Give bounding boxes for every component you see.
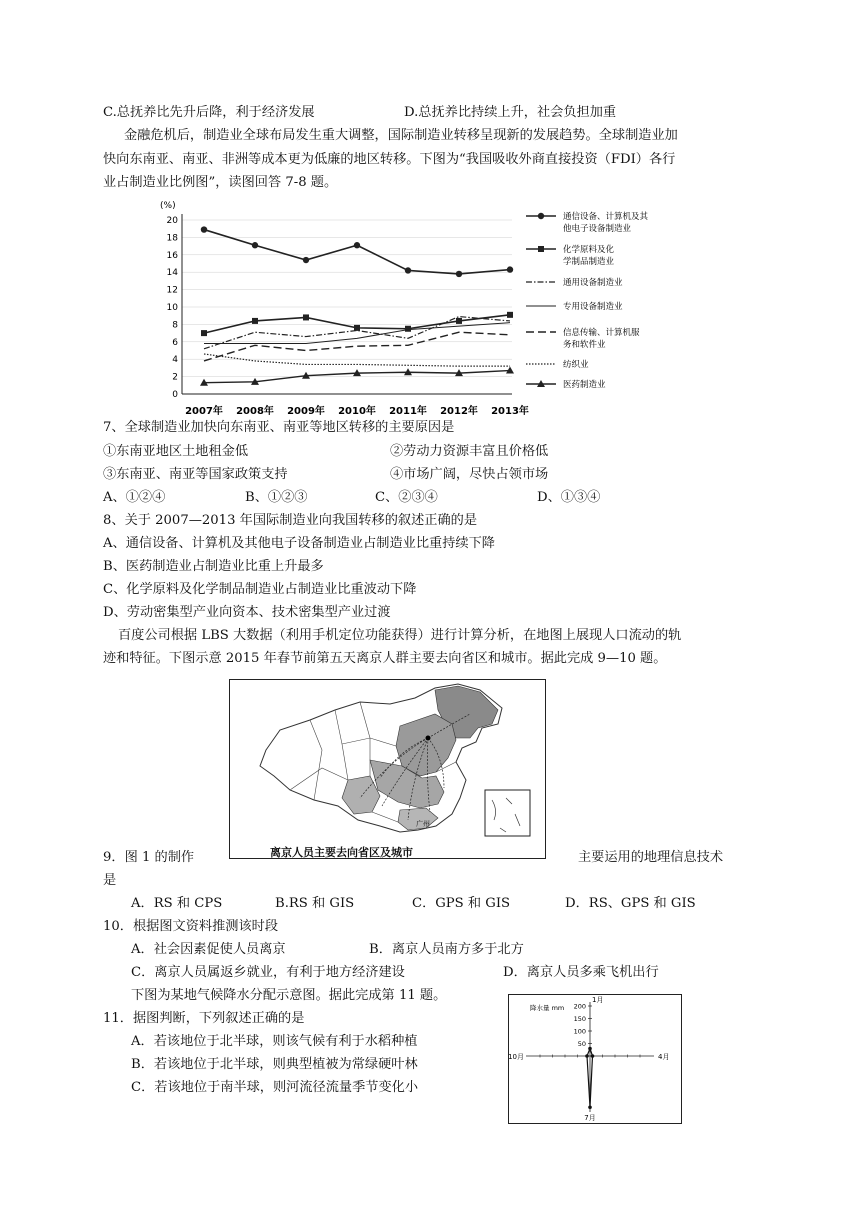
intro-fdi-line-1: 金融危机后，制造业全球布局发生重大调整，国际制造业转移呈现新的发展趋势。全球制造业加	[124, 128, 678, 143]
chart-point	[201, 226, 207, 232]
chart-xtick-label: 2007年	[185, 406, 223, 417]
chart-point	[303, 314, 309, 320]
chart-point	[303, 257, 309, 263]
chart-point	[405, 326, 411, 332]
chart-series-line	[204, 332, 510, 361]
intro-fdi-line-3: 业占制造业比例图”，读图回答 7-8 题。	[103, 175, 338, 190]
q9-stem-cont: 是	[103, 873, 117, 888]
legend-label: 专用设备制造业	[563, 302, 623, 312]
q7-statement-2: ②劳动力资源丰富且价格低	[390, 444, 549, 459]
chart-point	[201, 330, 207, 336]
q7-option-a: A、①②④	[103, 490, 166, 505]
chart-ytick-label: 18	[166, 233, 178, 244]
month-label-oct: 10月	[508, 1053, 524, 1061]
q11-option-c: C．若该地位于南半球，则河流径流量季节变化小	[131, 1080, 419, 1095]
q7-option-c: C、②③④	[375, 490, 438, 505]
prev-option-c: C.总抚养比先升后降，利于经济发展	[103, 105, 315, 120]
q9-stem-left: 9．图 1 的制作	[103, 850, 195, 865]
chart-xtick-label: 2009年	[287, 406, 325, 417]
legend-label: 通用设备制造业	[563, 278, 623, 288]
chart-ylabel: (%)	[160, 201, 176, 211]
precipitation-distribution-chart	[508, 994, 682, 1124]
map-caption: 离京人员主要去向省区及城市	[270, 846, 413, 859]
q8-option-c: C、化学原料及化学制品制造业占制造业比重波动下降	[103, 582, 417, 597]
legend-label: 务和软件业	[563, 340, 606, 350]
legend-label: 信息传输、计算机服	[563, 328, 640, 338]
q8-stem: 8、关于 2007—2013 年国际制造业向我国转移的叙述正确的是	[103, 513, 478, 528]
chart-ytick-label: 16	[166, 250, 178, 261]
q10-option-d: D．离京人员多乘飞机出行	[503, 965, 659, 980]
q7-stem: 7、全球制造业加快向东南亚、南亚等地区转移的主要原因是	[103, 420, 455, 435]
precip-tick-label: 200	[573, 1002, 586, 1011]
q8-option-b: B、医药制造业占制造业比重上升最多	[103, 559, 324, 574]
q11-option-b: B．若该地位于北半球，则典型植被为常绿硬叶林	[131, 1057, 418, 1072]
q11-option-a: A．若该地位于北半球，则该气候有利于水稻种植	[131, 1034, 418, 1049]
chart-ytick-label: 8	[172, 320, 178, 331]
chart-point	[538, 213, 544, 219]
precip-tick-label: 50	[577, 1040, 586, 1048]
precip-point	[588, 1105, 592, 1109]
city-label-guangzhou: 广州	[416, 820, 430, 828]
precip-frame	[509, 995, 682, 1124]
q9-option-d: D．RS、GPS 和 GIS	[565, 896, 696, 911]
chart-ytick-label: 6	[172, 337, 178, 348]
chart-ytick-label: 4	[172, 355, 178, 366]
legend-label: 化学原料及化	[563, 245, 615, 255]
map-graphic	[230, 680, 544, 857]
precip-label: 降水量 mm	[530, 1004, 565, 1012]
chart-xtick-label: 2010年	[338, 406, 376, 417]
south-china-sea-inset	[485, 790, 530, 836]
chart-point	[252, 318, 258, 324]
precip-point	[588, 1047, 592, 1051]
chart-point	[405, 267, 411, 273]
chart-xtick-label: 2008年	[236, 406, 274, 417]
chart-point	[354, 325, 360, 331]
chart-ytick-label: 20	[166, 216, 178, 226]
chart-ytick-label: 10	[166, 303, 178, 313]
chart-ytick-label: 14	[166, 268, 178, 279]
china-population-flow-map	[229, 679, 546, 859]
chart-point	[507, 312, 513, 318]
q11-stem: 11．据图判断，下列叙述正确的是	[103, 1011, 305, 1026]
legend-label: 通信设备、计算机及其	[563, 212, 649, 222]
q7-statement-3: ③东南亚、南亚等国家政策支持	[103, 467, 288, 482]
intro-lbs-line-2: 迹和特征。下图示意 2015 年春节前第五天离京人群主要去向省区和城市。据此完成 9—10 题。	[103, 651, 667, 666]
fdi-line-chart	[140, 196, 680, 418]
precip-point	[585, 1054, 589, 1058]
legend-label: 纺织业	[563, 360, 589, 370]
q10-option-c: C．离京人员属返乡就业，有利于地方经济建设	[131, 965, 405, 980]
q9-option-b: B.RS 和 GIS	[275, 896, 355, 911]
precip-tick-label: 150	[573, 1015, 586, 1023]
q7-statement-1: ①东南亚地区土地租金低	[103, 444, 249, 459]
chart-xtick-label: 2012年	[440, 406, 478, 417]
chart-xtick-label: 2013年	[491, 406, 529, 417]
q10-option-b: B．离京人员南方多于北方	[369, 942, 524, 957]
intro-fdi-line-2: 快向东南亚、南亚、非洲等成本更为低廉的地区转移。下图为“我国吸收外商直接投资（FDI）各行	[103, 152, 676, 167]
intro-climate: 下图为某地气候降水分配示意图。据此完成第 11 题。	[131, 988, 447, 1003]
q10-option-a: A．社会因素促使人员离京	[131, 942, 286, 957]
chart-series-line	[204, 230, 510, 274]
q9-stem-right: 主要运用的地理信息技术	[578, 850, 724, 865]
chart-point	[456, 271, 462, 277]
q7-option-b: B、①②③	[245, 490, 308, 505]
q10-stem: 10．根据图文资料推测该时段	[103, 919, 279, 934]
precip-point	[591, 1054, 595, 1058]
q8-option-a: A、通信设备、计算机及其他电子设备制造业占制造业比重持续下降	[103, 536, 495, 551]
month-label-jul: 7月	[584, 1114, 596, 1122]
q9-option-c: C．GPS 和 GIS	[412, 896, 511, 911]
legend-label: 他电子设备制造业	[563, 224, 632, 234]
chart-point	[538, 246, 544, 252]
q8-option-d: D、劳动密集型产业向资本、技术密集型产业过渡	[103, 605, 391, 620]
legend-label: 学制品制造业	[563, 257, 615, 267]
month-label-apr: 4月	[658, 1053, 670, 1061]
intro-lbs-line-1: 百度公司根据 LBS 大数据（利用手机定位功能获得）进行计算分析，在地图上展现人口流动的轨	[118, 628, 682, 643]
beijing-marker	[426, 736, 431, 741]
prev-option-d: D.总抚养比持续上升，社会负担加重	[404, 105, 617, 120]
chart-xtick-label: 2011年	[389, 406, 427, 417]
chart-ytick-label: 2	[172, 372, 178, 383]
chart-point	[252, 242, 258, 248]
chart-ytick-label: 12	[166, 285, 178, 296]
q7-option-d: D、①③④	[537, 490, 601, 505]
chart-point	[507, 266, 513, 272]
legend-label: 医药制造业	[563, 380, 606, 390]
q9-option-a: A．RS 和 CPS	[131, 896, 223, 911]
q7-statement-4: ④市场广阔，尽快占领市场	[390, 467, 549, 482]
chart-point	[456, 318, 462, 324]
chart-series-line	[204, 354, 510, 366]
chart-point	[354, 242, 360, 248]
chart-ytick-label: 0	[172, 390, 178, 400]
month-label-jan: 1月	[592, 996, 604, 1004]
precip-tick-label: 100	[573, 1027, 586, 1036]
